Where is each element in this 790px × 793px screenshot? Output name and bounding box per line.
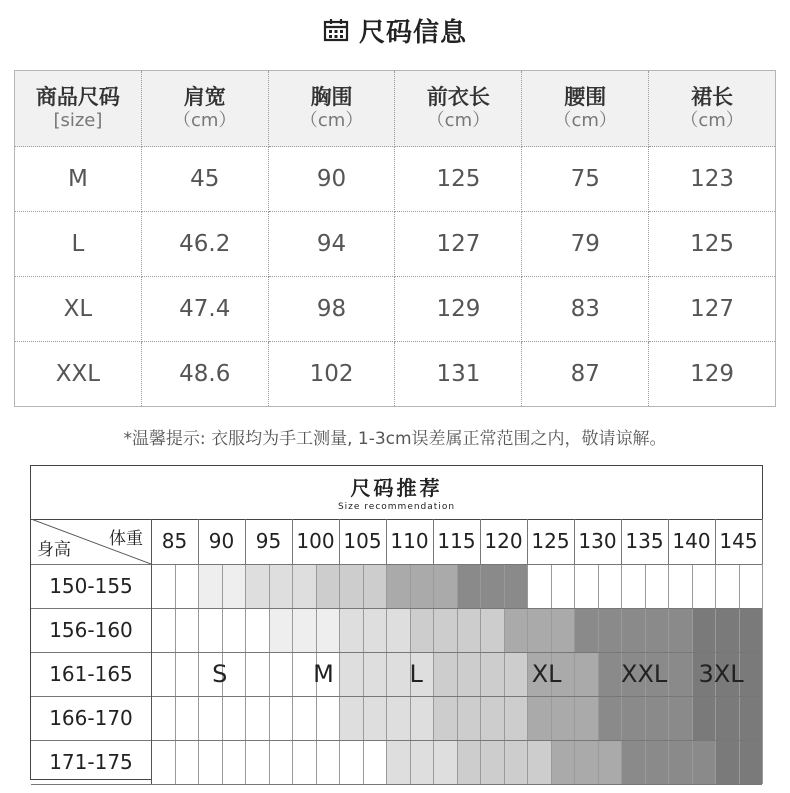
- table-cell: XXL: [15, 342, 142, 407]
- grid-vline: [504, 564, 505, 784]
- table-cell: 47.4: [141, 277, 268, 342]
- grid-cell: [339, 652, 363, 696]
- grid-cell: [551, 608, 575, 652]
- table-cell: 129: [649, 342, 776, 407]
- corner-header: [31, 519, 151, 564]
- grid-vline: [692, 564, 693, 784]
- grid-cell: [433, 652, 457, 696]
- grid-vline: [433, 564, 434, 784]
- table-cell: 94: [268, 212, 395, 277]
- grid-cell: [292, 696, 316, 740]
- grid-cell: [386, 608, 410, 652]
- table-row: [15, 277, 776, 342]
- grid-cell: [269, 740, 293, 784]
- grid-cell: [645, 564, 669, 608]
- grid-cell: [598, 696, 622, 740]
- grid-cell: [198, 740, 222, 784]
- weight-label: 130: [578, 529, 617, 553]
- height-axis-label: 身高: [37, 540, 71, 560]
- grid-vline: [598, 564, 599, 784]
- header-vline: [762, 519, 763, 564]
- grid-cell: [386, 652, 410, 696]
- height-label: 171-175: [49, 750, 133, 774]
- table-cell: 125: [649, 212, 776, 277]
- table-cell: M: [15, 147, 142, 212]
- recommendation-header: [31, 466, 762, 520]
- grid-cell: [504, 652, 528, 696]
- grid-cell: [574, 740, 598, 784]
- grid-cell: [715, 564, 739, 608]
- col-header: 裙长 （cm）: [649, 71, 776, 147]
- grid-cell: [410, 696, 434, 740]
- grid-cell: [739, 564, 763, 608]
- grid-cell: [222, 608, 246, 652]
- grid-cell: [151, 652, 175, 696]
- grid-cell: [457, 740, 481, 784]
- grid-cell: [668, 696, 692, 740]
- table-cell: 45: [141, 147, 268, 212]
- table-row: [15, 212, 776, 277]
- grid-cell: [175, 652, 199, 696]
- grid-cell: [692, 696, 716, 740]
- grid-cell: [621, 608, 645, 652]
- grid-cell: [480, 608, 504, 652]
- grid-cell: [668, 652, 692, 696]
- weight-label: 95: [255, 529, 282, 553]
- grid-cell: [386, 740, 410, 784]
- grid-cell: [363, 696, 387, 740]
- weight-axis-label: 体重: [109, 529, 143, 549]
- grid-cell: [504, 740, 528, 784]
- height-label: 161-165: [49, 662, 133, 686]
- grid-cell: [692, 564, 716, 608]
- grid-vline: [386, 564, 387, 784]
- table-cell: 98: [268, 277, 395, 342]
- grid-cell: [292, 608, 316, 652]
- grid-cell: [739, 608, 763, 652]
- grid-cell: [527, 608, 551, 652]
- grid-vline: [457, 564, 458, 784]
- calendar-icon: [323, 18, 349, 42]
- grid-cell: [480, 652, 504, 696]
- grid-cell: [480, 564, 504, 608]
- size-letter: XXL: [621, 660, 668, 688]
- col-header: 肩宽 （cm）: [141, 71, 268, 147]
- table-cell: 127: [649, 277, 776, 342]
- grid-cell: [457, 564, 481, 608]
- grid-cell: [433, 696, 457, 740]
- grid-cell: [292, 564, 316, 608]
- grid-cell: [645, 740, 669, 784]
- table-cell: 83: [522, 277, 649, 342]
- grid-cell: [151, 696, 175, 740]
- weight-label: 85: [161, 529, 188, 553]
- weight-label: 90: [208, 529, 235, 553]
- grid-vline: [480, 564, 481, 784]
- grid-cell: [598, 564, 622, 608]
- table-cell: 75: [522, 147, 649, 212]
- grid-cell: [339, 696, 363, 740]
- grid-cell: [715, 696, 739, 740]
- table-cell: 127: [395, 212, 522, 277]
- table-cell: 129: [395, 277, 522, 342]
- grid-cell: [245, 696, 269, 740]
- grid-cell: [222, 564, 246, 608]
- grid-cell: [551, 564, 575, 608]
- grid-vline: [292, 564, 293, 784]
- grid-cell: [175, 740, 199, 784]
- grid-cell: [175, 564, 199, 608]
- grid-cell: [504, 608, 528, 652]
- grid-cell: [316, 564, 340, 608]
- weight-label: 115: [437, 529, 476, 553]
- table-cell: XL: [15, 277, 142, 342]
- grid-cell: [245, 652, 269, 696]
- page-title: 尺码信息: [358, 17, 467, 48]
- grid-cell: [598, 652, 622, 696]
- grid-cell: [621, 740, 645, 784]
- grid-cell: [339, 740, 363, 784]
- page-header: [0, 10, 790, 50]
- grid-cell: [269, 608, 293, 652]
- grid-cell: [198, 608, 222, 652]
- grid-cell: [363, 652, 387, 696]
- grid-cell: [410, 740, 434, 784]
- weight-label: 135: [625, 529, 664, 553]
- size-table: [14, 70, 776, 407]
- recommendation-title: 尺码推荐: [350, 476, 443, 500]
- table-row: [15, 147, 776, 212]
- grid-cell: [316, 740, 340, 784]
- height-label: 150-155: [49, 574, 133, 598]
- grid-cell: [574, 564, 598, 608]
- grid-vline: [245, 564, 246, 784]
- grid-cell: [292, 652, 316, 696]
- grid-cell: [269, 564, 293, 608]
- weight-label: 140: [672, 529, 711, 553]
- grid-cell: [551, 696, 575, 740]
- grid-vline: [762, 564, 763, 784]
- grid-vline: [198, 564, 199, 784]
- grid-cell: [198, 564, 222, 608]
- grid-cell: [457, 608, 481, 652]
- grid-vline: [339, 564, 340, 784]
- grid-vline: [668, 564, 669, 784]
- grid-cell: [551, 740, 575, 784]
- grid-cell: [668, 608, 692, 652]
- grid-cell: [245, 608, 269, 652]
- table-row: [15, 342, 776, 407]
- weight-label: 105: [343, 529, 382, 553]
- grid-cell: [739, 696, 763, 740]
- grid-cell: [151, 564, 175, 608]
- grid-cell: [222, 696, 246, 740]
- grid-cell: [457, 696, 481, 740]
- table-cell: 46.2: [141, 212, 268, 277]
- grid-cell: [433, 740, 457, 784]
- table-cell: L: [15, 212, 142, 277]
- grid-cell: [410, 608, 434, 652]
- grid-cell: [363, 608, 387, 652]
- grid-cell: [527, 740, 551, 784]
- grid-cell: [715, 608, 739, 652]
- grid-cell: [433, 608, 457, 652]
- recommendation-subtitle: Size recommendation: [337, 502, 456, 512]
- weight-label: 110: [390, 529, 429, 553]
- grid-cell: [457, 652, 481, 696]
- grid-cell: [269, 652, 293, 696]
- grid-cell: [292, 740, 316, 784]
- size-letter: XL: [531, 660, 562, 688]
- table-cell: 123: [649, 147, 776, 212]
- grid-cell: [316, 696, 340, 740]
- height-label: 166-170: [49, 706, 133, 730]
- grid-cell: [574, 652, 598, 696]
- grid-cell: [175, 696, 199, 740]
- size-letter: S: [212, 660, 228, 688]
- measurement-note: *温馨提示: 衣服均为手工测量, 1-3cm误差属正常范围之内，敬请谅解。: [123, 429, 667, 449]
- grid-vline: [363, 564, 364, 784]
- grid-cell: [433, 564, 457, 608]
- grid-cell: [175, 608, 199, 652]
- grid-cell: [480, 740, 504, 784]
- grid-vline: [527, 564, 528, 784]
- grid-cell: [645, 608, 669, 652]
- weight-label: 120: [484, 529, 523, 553]
- grid-cell: [339, 564, 363, 608]
- weight-label: 145: [719, 529, 758, 553]
- grid-cell: [269, 696, 293, 740]
- grid-cell: [339, 608, 363, 652]
- grid-cell: [574, 696, 598, 740]
- size-letter: M: [313, 660, 334, 688]
- grid-vline: [175, 564, 176, 784]
- grid-cell: [504, 564, 528, 608]
- grid-cell: [621, 696, 645, 740]
- grid-cell: [151, 740, 175, 784]
- grid-cell: [668, 740, 692, 784]
- size-letter: L: [409, 660, 423, 688]
- grid-cell: [598, 740, 622, 784]
- grid-cell: [386, 564, 410, 608]
- grid-cell: [692, 608, 716, 652]
- table-cell: 87: [522, 342, 649, 407]
- grid-cell: [598, 608, 622, 652]
- grid-cell: [715, 740, 739, 784]
- grid-cell: [527, 564, 551, 608]
- grid-cell: [692, 740, 716, 784]
- col-header: 胸围 （cm）: [268, 71, 395, 147]
- table-cell: 125: [395, 147, 522, 212]
- grid-cell: [363, 740, 387, 784]
- grid-cell: [363, 564, 387, 608]
- table-cell: 90: [268, 147, 395, 212]
- grid-cell: [668, 564, 692, 608]
- grid-cell: [739, 740, 763, 784]
- size-table-header: [15, 71, 776, 147]
- grid-cell: [316, 608, 340, 652]
- size-recommendation-chart: [30, 465, 763, 780]
- grid-vline: [574, 564, 575, 784]
- grid-cell: [151, 608, 175, 652]
- grid-vline: [269, 564, 270, 784]
- size-letter: 3XL: [698, 660, 744, 688]
- grid-cell: [527, 696, 551, 740]
- grid-cell: [386, 696, 410, 740]
- grid-cell: [504, 696, 528, 740]
- weight-label: 125: [531, 529, 570, 553]
- col-header: 腰围 （cm）: [522, 71, 649, 147]
- col-header: 前衣长 （cm）: [395, 71, 522, 147]
- grid-cell: [245, 564, 269, 608]
- table-cell: 102: [268, 342, 395, 407]
- grid-cell: [198, 696, 222, 740]
- grid-cell: [574, 608, 598, 652]
- grid-cell: [222, 740, 246, 784]
- grid-cell: [621, 564, 645, 608]
- col-header: 商品尺码 [size]: [15, 71, 142, 147]
- grid-cell: [245, 740, 269, 784]
- grid-cell: [480, 696, 504, 740]
- weight-label: 100: [296, 529, 335, 553]
- grid-cell: [645, 696, 669, 740]
- grid-cell: [410, 564, 434, 608]
- table-cell: 48.6: [141, 342, 268, 407]
- table-cell: 131: [395, 342, 522, 407]
- table-cell: 79: [522, 212, 649, 277]
- grid-hline: [31, 784, 762, 785]
- height-label: 156-160: [49, 618, 133, 642]
